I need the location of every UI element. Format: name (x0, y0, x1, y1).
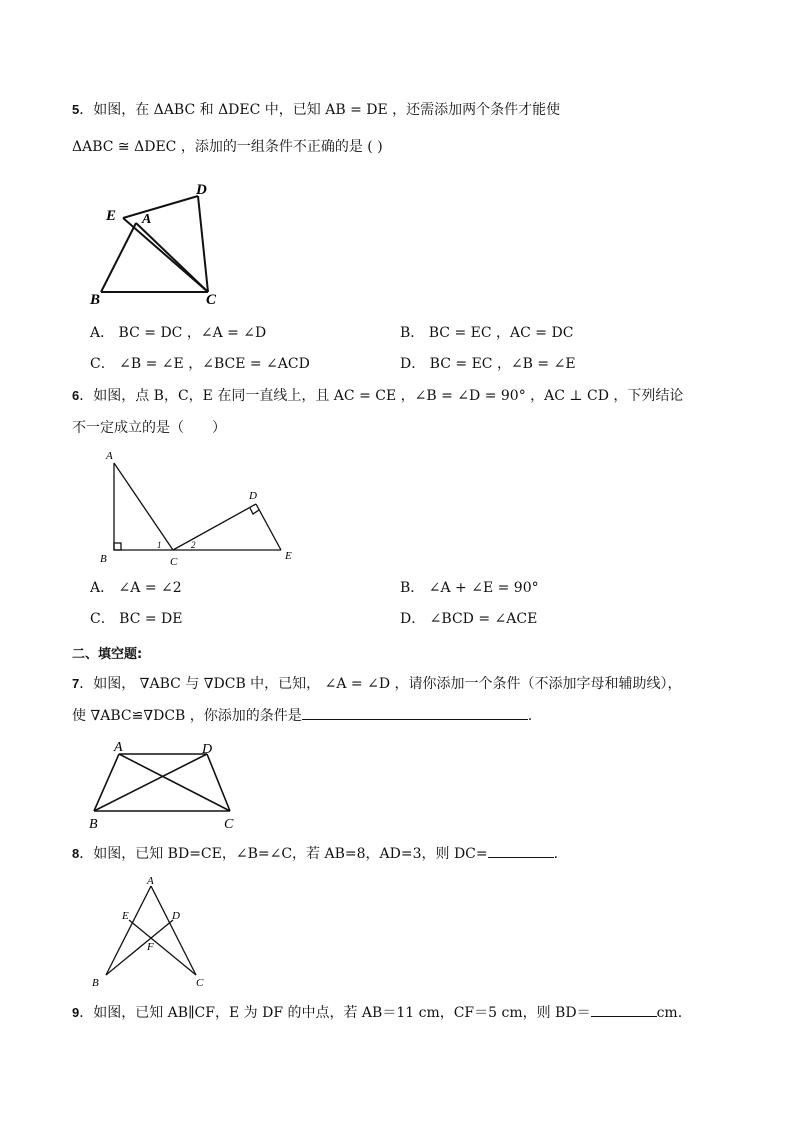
q6-label-a: A (106, 450, 113, 462)
q5-option-a: A． BC = DC ，∠A = ∠D (90, 325, 267, 341)
q9-line (72, 1002, 682, 1023)
q6-figure (96, 447, 306, 572)
q5-label-a: A (142, 212, 152, 227)
q7-label-d: D (202, 742, 213, 757)
q9-text-end: cm. (656, 1005, 683, 1021)
q6-line2 (72, 418, 226, 438)
q7-label-a: A (114, 740, 123, 755)
q8-number: 8 (72, 846, 80, 861)
q6-line1 (72, 386, 683, 406)
q6-option-a: A． ∠A = ∠2 (90, 580, 182, 596)
q5-label-b: B (90, 292, 101, 308)
q5-option-c: C． ∠B = ∠E ，∠BCE = ∠ACD (90, 356, 310, 372)
q6-label-e: E (285, 550, 292, 562)
q5-option-b: B． BC = EC ，AC = DC (400, 325, 574, 341)
q9-text: ．如图，已知 AB∥CF，E 为 DF 的中点，若 AB＝11 cm，CF＝5 cm，则 BD＝ (79, 1005, 591, 1021)
q7-figure (86, 738, 246, 833)
q5-text-line1: ．如图，在 ΔABC 和 ΔDEC 中，已知 AB = DE ，还需添加两个条件才能使 (79, 102, 561, 118)
q5-label-d: D (196, 182, 207, 198)
q7-text-end: . (527, 708, 533, 724)
q6-label-c: C (170, 556, 178, 568)
q6-option-b: B． ∠A + ∠E = 90° (400, 580, 539, 596)
q8-answer-blank[interactable] (488, 843, 554, 858)
q7-text-line1: ．如图， ∇ABC 与 ∇DCB 中，已知， ∠A = ∠D ，请你添加一个条件（不添加字母和辅助线）， (79, 676, 682, 692)
section-heading-fill-in: 二、填空题: (72, 647, 143, 662)
q8-label-f: F (147, 941, 154, 953)
q5-option-d: D． BC = EC ，∠B = ∠E (400, 356, 576, 372)
q8-label-b: B (92, 977, 99, 989)
q6-label-b: B (100, 553, 107, 565)
q5-line2 (72, 137, 383, 157)
q6-option-c: C． BC = DE (90, 611, 183, 627)
q7-line1 (72, 674, 682, 694)
q8-label-e: E (122, 910, 129, 922)
q5-number: 5 (72, 102, 80, 117)
q6-label-d: D (249, 490, 257, 502)
q6-text-line2: 不一定成立的是（ ） (72, 420, 226, 436)
q9-number: 9 (72, 1005, 80, 1020)
q7-label-b: B (89, 817, 98, 832)
q6-label-2: 2 (191, 540, 196, 550)
q7-number: 7 (72, 676, 80, 691)
q5-label-c: C (206, 292, 217, 308)
q8-label-a: A (147, 875, 154, 887)
q7-answer-blank[interactable] (302, 705, 528, 720)
q7-text-line2: 使 ∇ABC≌∇DCB ，你添加的条件是 (72, 708, 302, 724)
q6-option-d: D． ∠BCD = ∠ACE (400, 611, 538, 627)
q9-answer-blank[interactable] (591, 1002, 657, 1017)
q8-label-c: C (196, 977, 204, 989)
q7-label-c: C (224, 817, 234, 832)
q6-label-1: 1 (157, 540, 162, 550)
q7-line2 (72, 705, 532, 726)
q6-text-line1: ．如图，点 B，C，E 在同一直线上，且 AC = CE ，∠B = ∠D = 90° ，AC ⊥ CD ，下列结论 (79, 388, 684, 404)
q5-figure (88, 176, 238, 311)
q8-label-d: D (172, 910, 180, 922)
q5-text-line2: ΔABC ≅ ΔDEC ，添加的一组条件不正确的是 ( ) (72, 139, 383, 155)
q8-line (72, 843, 558, 864)
q5-line1 (72, 100, 560, 120)
q8-text: ．如图，已知 BD=CE，∠B=∠C，若 AB=8，AD=3，则 DC= (79, 846, 488, 862)
q6-number: 6 (72, 388, 80, 403)
q5-label-e: E (106, 208, 117, 224)
q8-figure (86, 872, 216, 994)
q8-text-end: . (553, 846, 559, 862)
